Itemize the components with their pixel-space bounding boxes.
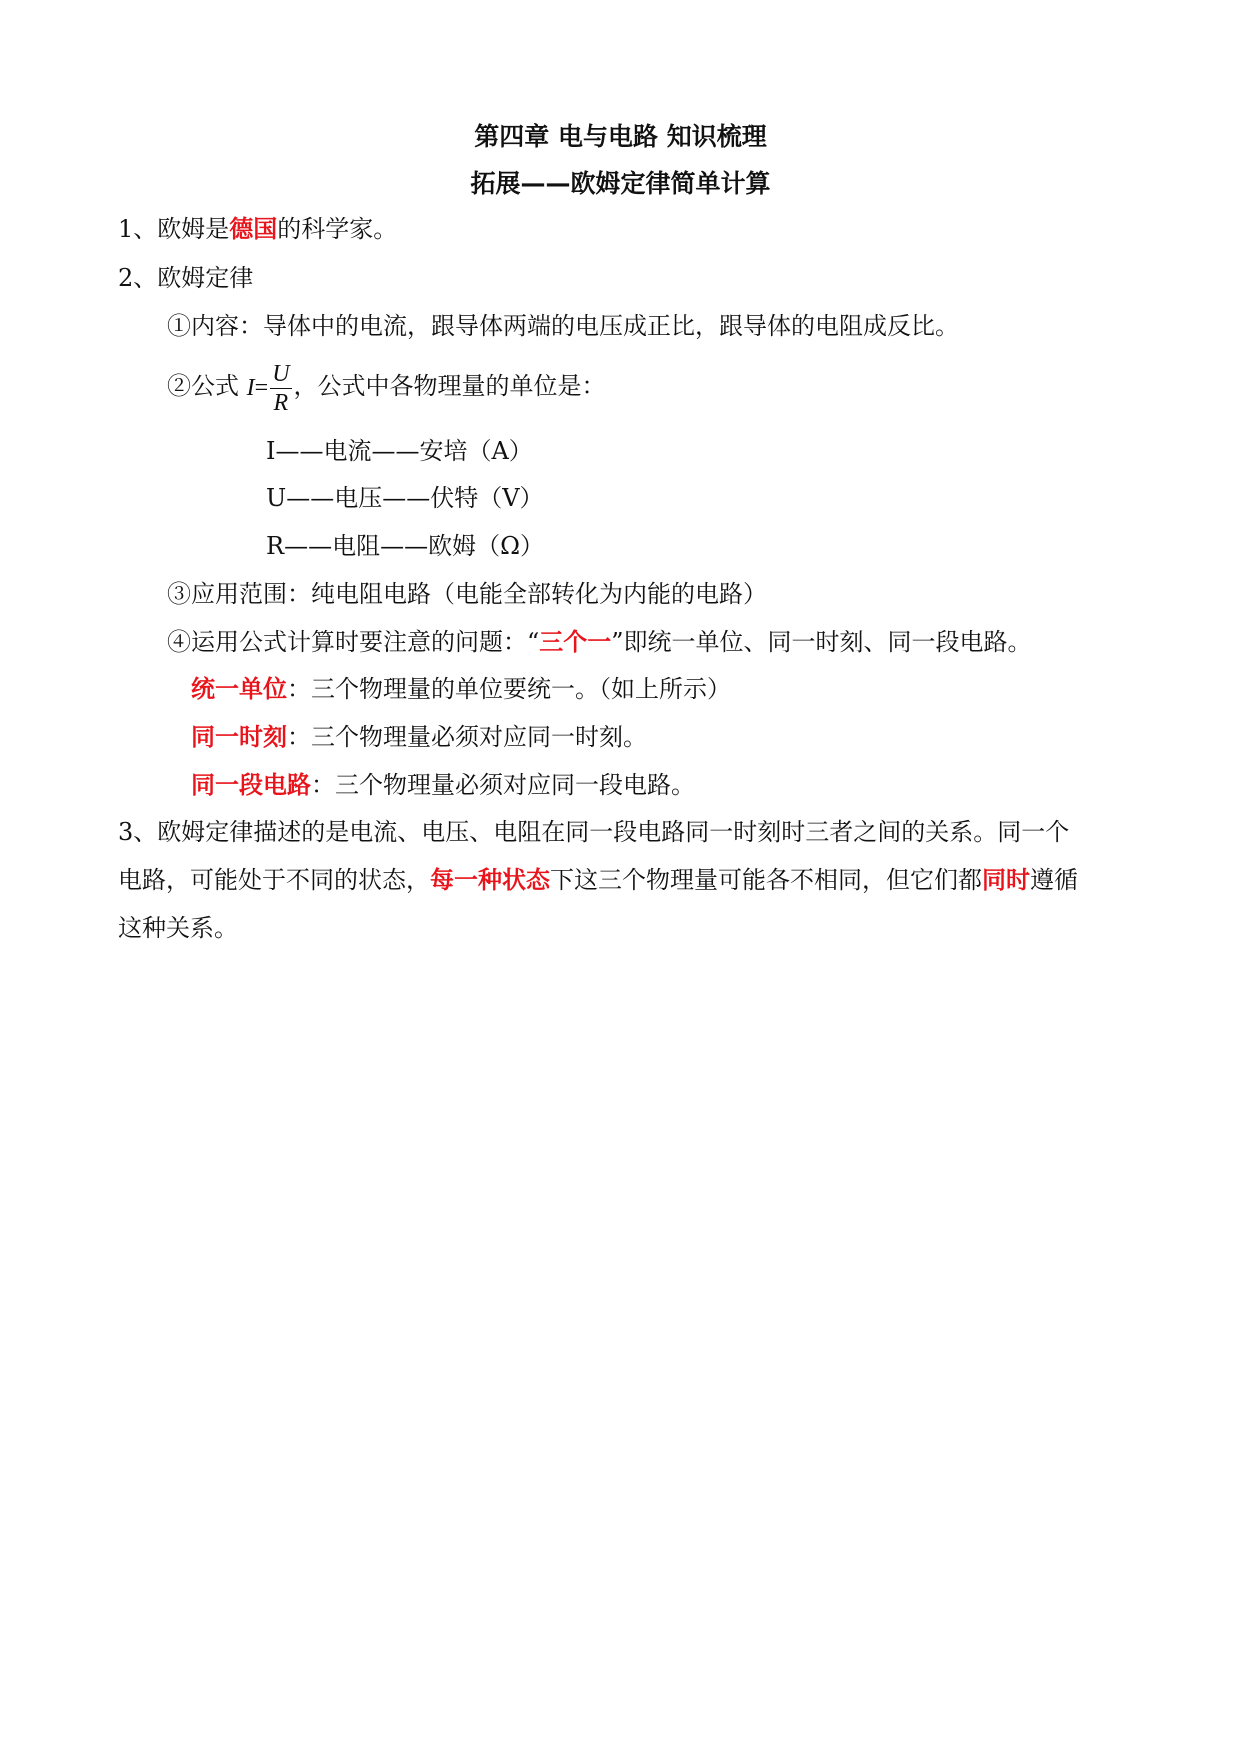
item-1-pre: 1、欧姆是 <box>118 215 230 243</box>
item-3-highlight-1: 每一种状态 <box>430 866 550 894</box>
item-1-post: 的科学家。 <box>277 215 398 243</box>
item-3-line-1: 3、欧姆定律描述的是电流、电压、电阻在同一段电路同一时刻时三者之间的关系。同一个 <box>118 818 1070 846</box>
item-2-heading: 2、欧姆定律 <box>118 264 254 292</box>
unit-voltage: U——电压——伏特（V） <box>266 484 544 512</box>
ohm-law-note <box>167 626 1032 658</box>
ohm-law-content: ①内容：导体中的电流，跟导体两端的电压成正比，跟导体的电阻成反比。 <box>167 312 959 340</box>
rule-same-moment <box>191 721 647 753</box>
formula-numerator: U <box>272 361 290 388</box>
formula-suffix: ，公式中各物理量的单位是： <box>293 372 606 400</box>
rule-3-label: 同一段电路 <box>191 771 311 799</box>
item-3-line-2 <box>118 864 1078 896</box>
note-pre: ④运用公式计算时要注意的问题：“ <box>167 628 540 656</box>
item-3-mid: 下这三个物理量可能各不相同，但它们都 <box>550 866 982 894</box>
rule-1-label: 统一单位 <box>191 675 287 703</box>
item-3-post: 遵循 <box>1030 866 1078 894</box>
note-post: ”即统一单位、同一时刻、同一段电路。 <box>611 628 1032 656</box>
rule-same-circuit <box>191 769 695 801</box>
rule-3-text: ：三个物理量必须对应同一段电路。 <box>311 771 695 799</box>
item-1-highlight: 德国 <box>229 215 278 243</box>
rule-2-label: 同一时刻 <box>191 723 287 751</box>
document-title: 第四章 电与电路 知识梳理 <box>474 122 767 151</box>
ohm-law-scope: ③应用范围：纯电阻电路（电能全部转化为内能的电路） <box>167 580 767 608</box>
unit-current: I——电流——安培（A） <box>266 437 533 465</box>
ohm-law-formula-line <box>167 356 606 416</box>
ohm-formula <box>247 358 294 418</box>
unit-resistance: R——电阻——欧姆（Ω） <box>266 532 544 560</box>
document-subtitle: 拓展——欧姆定律简单计算 <box>470 169 771 198</box>
formula-fraction <box>270 360 291 417</box>
formula-denominator: R <box>273 390 289 417</box>
formula-prefix: ②公式 <box>167 372 247 400</box>
note-highlight: 三个一 <box>539 628 612 656</box>
rule-1-text: ：三个物理量的单位要统一。（如上所示） <box>287 675 731 703</box>
item-1 <box>118 213 397 245</box>
formula-lhs: I <box>246 374 255 401</box>
formula-equals: = <box>254 374 269 401</box>
rule-2-text: ：三个物理量必须对应同一时刻。 <box>287 723 647 751</box>
item-3-pre: 电路，可能处于不同的状态， <box>118 866 430 894</box>
item-3-highlight-2: 同时 <box>982 866 1030 894</box>
item-3-line-3: 这种关系。 <box>118 914 238 942</box>
rule-unified-units <box>191 673 731 705</box>
